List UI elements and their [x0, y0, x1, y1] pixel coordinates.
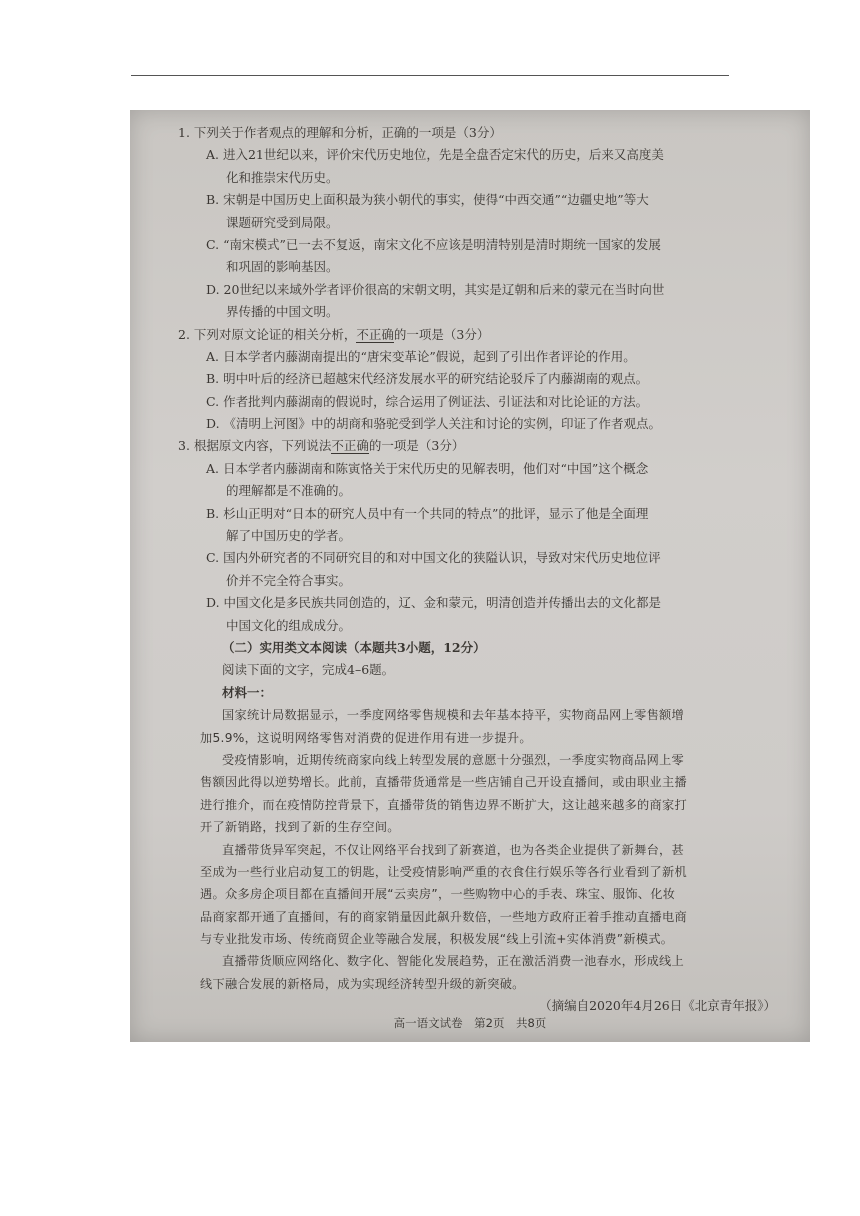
material-paragraph-3-line-1: 直播带货异军突起，不仅让网络平台找到了新赛道，也为各类企业提供了新舞台，甚 [222, 842, 685, 857]
material-paragraph-2-line-2: 售额因此得以逆势增长。此前，直播带货通常是一些店铺自己开设直播间，或由职业主播 [200, 775, 688, 790]
q2-stem-post: 的一项是（3分） [393, 326, 490, 342]
q1-option-c: C. “南宋模式”已一去不复返，南宋文化不应该是明清特别是清时期统一国家的发展 [206, 236, 661, 252]
exam-content [178, 122, 790, 1018]
material-paragraph-3-line-5: 与专业批发市场、传统商贸企业等融合发展，积极发展“线上引流+实体消费”新模式。 [200, 932, 674, 947]
q3-option-d-cont: 中国文化的组成成分。 [226, 617, 352, 633]
q3-option-a-cont: 的理解都是不准确的。 [226, 483, 352, 499]
material-paragraph-2-line-3: 进行推介，而在疫情防控背景下，直播带货的销售边界不断扩大，这让越来越多的商家打 [200, 797, 688, 812]
question-3-stem [178, 435, 790, 457]
question-2-stem [178, 324, 790, 346]
material-paragraph-4-line-2: 线下融合发展的新格局，成为实现经济转型升级的新突破。 [200, 976, 525, 991]
q1-option-b-cont: 课题研究受到局限。 [226, 214, 339, 230]
material-text [178, 704, 790, 995]
material-paragraph-1-line-2: 加5.9%，这说明网络零售对消费的促进作用有进一步提升。 [200, 730, 532, 745]
top-rule [131, 75, 729, 76]
q3-option-b: B. 杉山正明对“日本的研究人员中有一个共同的特点”的批评，显示了他是全面理 [206, 505, 649, 521]
material-paragraph-3-line-4: 品商家都开通了直播间，有的商家销量因此飙升数倍，一些地方政府正着手推动直播电商 [200, 909, 688, 924]
q1-option-c-cont: 和巩固的影响基因。 [226, 259, 339, 275]
exam-page-photo [130, 110, 810, 1042]
q1-option-a: A. 进入21世纪以来，评价宋代历史地位，先是全盘否定宋代的历史，后来又高度美 [206, 147, 664, 163]
question-1-stem: 1. 下列关于作者观点的理解和分析，正确的一项是（3分） [178, 125, 502, 140]
q1-option-b: B. 宋朝是中国历史上面积最为狭小朝代的事实，使得“中西交通”“边疆史地”等大 [206, 192, 649, 208]
q3-option-c-cont: 价并不完全符合事实。 [226, 572, 352, 588]
q3-option-a: A. 日本学者内藤湖南和陈寅恪关于宋代历史的见解表明，他们对“中国”这个概念 [206, 460, 649, 476]
q1-option-d-cont: 界传播的中国文明。 [226, 304, 339, 320]
material-paragraph-2-line-1: 受疫情影响，近期传统商家向线上转型发展的意愿十分强烈，一季度实物商品网上零 [222, 752, 685, 767]
page-footer: 高一语文试卷 第2页 共8页 [393, 1016, 547, 1030]
q2-stem-emphasis: 不正确 [356, 326, 394, 342]
q2-option-c: C. 作者批判内藤湖南的假说时，综合运用了例证法、引证法和对比论证的方法。 [206, 393, 649, 409]
material-source: （摘编自2020年4月26日《北京青年报》） [539, 998, 776, 1014]
material-label: 材料一： [222, 684, 273, 700]
q3-stem-post: 的一项是（3分） [368, 438, 465, 454]
section-instruction: 阅读下面的文字，完成4–6题。 [222, 662, 395, 678]
section-title: （二）实用类文本阅读（本题共3小题，12分） [222, 639, 486, 655]
q3-option-c: C. 国内外研究者的不同研究目的和对中国文化的狭隘认识，导致对宋代历史地位评 [206, 550, 661, 566]
q1-option-a-cont: 化和推崇宋代历史。 [226, 169, 339, 185]
q2-stem-pre: 2. 下列对原文论证的相关分析， [178, 326, 357, 342]
material-paragraph-1-line-1: 国家统计局数据显示，一季度网络零售规模和去年基本持平，实物商品网上零售额增 [222, 708, 685, 723]
material-paragraph-4-line-1: 直播带货顺应网络化、数字化、智能化发展趋势，正在激活消费一池春水，形成线上 [222, 954, 685, 969]
q3-option-d: D. 中国文化是多民族共同创造的，辽、金和蒙元，明清创造并传播出去的文化都是 [206, 595, 662, 611]
material-paragraph-2-line-4: 开了新销路，找到了新的生存空间。 [200, 820, 400, 835]
q3-stem-emphasis: 不正确 [331, 438, 369, 454]
q1-option-d: D. 20世纪以来域外学者评价很高的宋朝文明，其实是辽朝和后来的蒙元在当时向世 [206, 281, 665, 297]
material-paragraph-3-line-3: 遇。众多房企项目都在直播间开展“云卖房”，一些购物中心的手表、珠宝、服饰、化妆 [200, 887, 676, 902]
q2-option-b: B. 明中叶后的经济已超越宋代经济发展水平的研究结论驳斥了内藤湖南的观点。 [206, 371, 649, 387]
q3-stem-pre: 3. 根据原文内容，下列说法 [178, 438, 332, 454]
q3-option-b-cont: 解了中国历史的学者。 [226, 528, 352, 544]
material-paragraph-3-line-2: 至成为一些行业启动复工的钥匙，让受疫情影响严重的衣食住行娱乐等各行业看到了新机 [200, 864, 688, 879]
q2-option-a: A. 日本学者内藤湖南提出的“唐宋变革论”假说，起到了引出作者评论的作用。 [206, 348, 636, 364]
q2-option-d: D. 《清明上河图》中的胡商和骆驼受到学人关注和讨论的实例，印证了作者观点。 [206, 416, 662, 432]
